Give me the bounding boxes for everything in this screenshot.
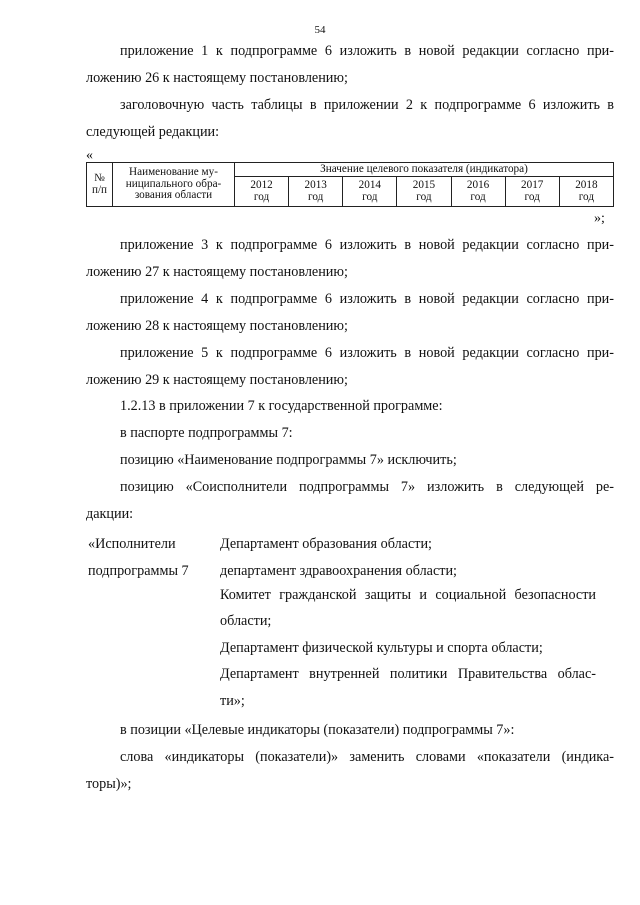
year-label: 2018 (575, 178, 598, 191)
para1-line1: приложение 1 к подпрограмме 6 изложить в новой редакции согласно при- (120, 43, 614, 59)
para3-line2: ложению 27 к настоящему постановлению; (86, 264, 348, 280)
year-unit: год (470, 190, 486, 203)
col-name-line2: ниципального обра- (125, 177, 222, 190)
executor-item: Департамент внутренней политики Правительства облас- (220, 666, 596, 682)
year-label: 2012 (250, 178, 273, 191)
year-label: 2017 (521, 178, 544, 191)
year-cell (235, 177, 289, 207)
executors-label-line1: «Исполнители (88, 536, 176, 552)
para3-line1: приложение 3 к подпрограмме 6 изложить в новой редакции согласно при- (120, 237, 614, 253)
page-number: 54 (314, 24, 326, 36)
executors-label-line2: подпрограммы 7 (88, 563, 189, 579)
year-label: 2015 (412, 178, 436, 191)
quote-close: »; (594, 211, 605, 226)
item-1-2-13: 1.2.13 в приложении 7 к государственной программе: (120, 398, 443, 414)
position-name-line: позицию «Наименование подпрограммы 7» исключить; (120, 452, 457, 468)
year-unit: год (416, 190, 432, 203)
para4-line2: ложению 28 к настоящему постановлению; (86, 318, 348, 334)
passport-line: в паспорте подпрограммы 7: (120, 425, 293, 441)
year-cell (559, 177, 613, 207)
quote-open: « (86, 148, 93, 163)
position-indicators-line: в позиции «Целевые индикаторы (показатели) подпрограммы 7»: (120, 722, 515, 738)
col-number-header (87, 163, 113, 207)
para2-line2: следующей редакции: (86, 124, 220, 140)
year-label: 2016 (466, 178, 490, 191)
year-unit: год (578, 190, 595, 203)
col-number-line2: п/п (91, 183, 108, 196)
executor-item: области; (220, 613, 272, 629)
year-cell (289, 177, 343, 207)
year-cell (505, 177, 559, 207)
executor-item: департамент здравоохранения области; (220, 563, 457, 579)
words-replace-line1: слова «индикаторы (показатели)» заменить словами «показатели (индика- (120, 749, 614, 765)
executor-item: Комитет гражданской защиты и социальной безопасности (220, 587, 596, 603)
year-unit: год (253, 190, 270, 203)
year-unit: год (524, 190, 540, 203)
year-unit: год (308, 190, 324, 203)
indicator-table-header (86, 162, 614, 207)
para4-line1: приложение 4 к подпрограмме 6 изложить в новой редакции согласно при- (120, 291, 614, 307)
words-replace-line2: торы)»; (86, 776, 132, 792)
col-name-line3: зования области (134, 189, 213, 202)
position-coexec-line2: дакции: (86, 506, 134, 522)
executor-item: Департамент образования области; (220, 536, 432, 552)
year-cell (397, 177, 451, 207)
para1-line2: ложению 26 к настоящему постановлению; (86, 70, 348, 86)
para5-line1: приложение 5 к подпрограмме 6 изложить в новой редакции согласно при- (120, 345, 614, 361)
position-coexec-line1: позицию «Соисполнители подпрограммы 7» изложить в следующей ре- (120, 479, 614, 495)
col-name-header (113, 163, 235, 207)
para5-line2: ложению 29 к настоящему постановлению; (86, 372, 348, 388)
executor-item: ти»; (220, 693, 245, 709)
para2-line1: заголовочную часть таблицы в приложении 2 к подпрограмме 6 изложить в (120, 97, 614, 113)
col-number-line1: № (94, 171, 105, 184)
col-name-line1: Наименование му- (129, 165, 218, 178)
year-unit: год (362, 190, 378, 203)
year-cell (451, 177, 505, 207)
col-value-header: Значение целевого показателя (индикатора) (235, 163, 614, 177)
year-cell (343, 177, 397, 207)
year-label: 2014 (358, 178, 381, 191)
executor-item: Департамент физической культуры и спорта области; (220, 640, 543, 656)
year-label: 2013 (304, 178, 327, 191)
